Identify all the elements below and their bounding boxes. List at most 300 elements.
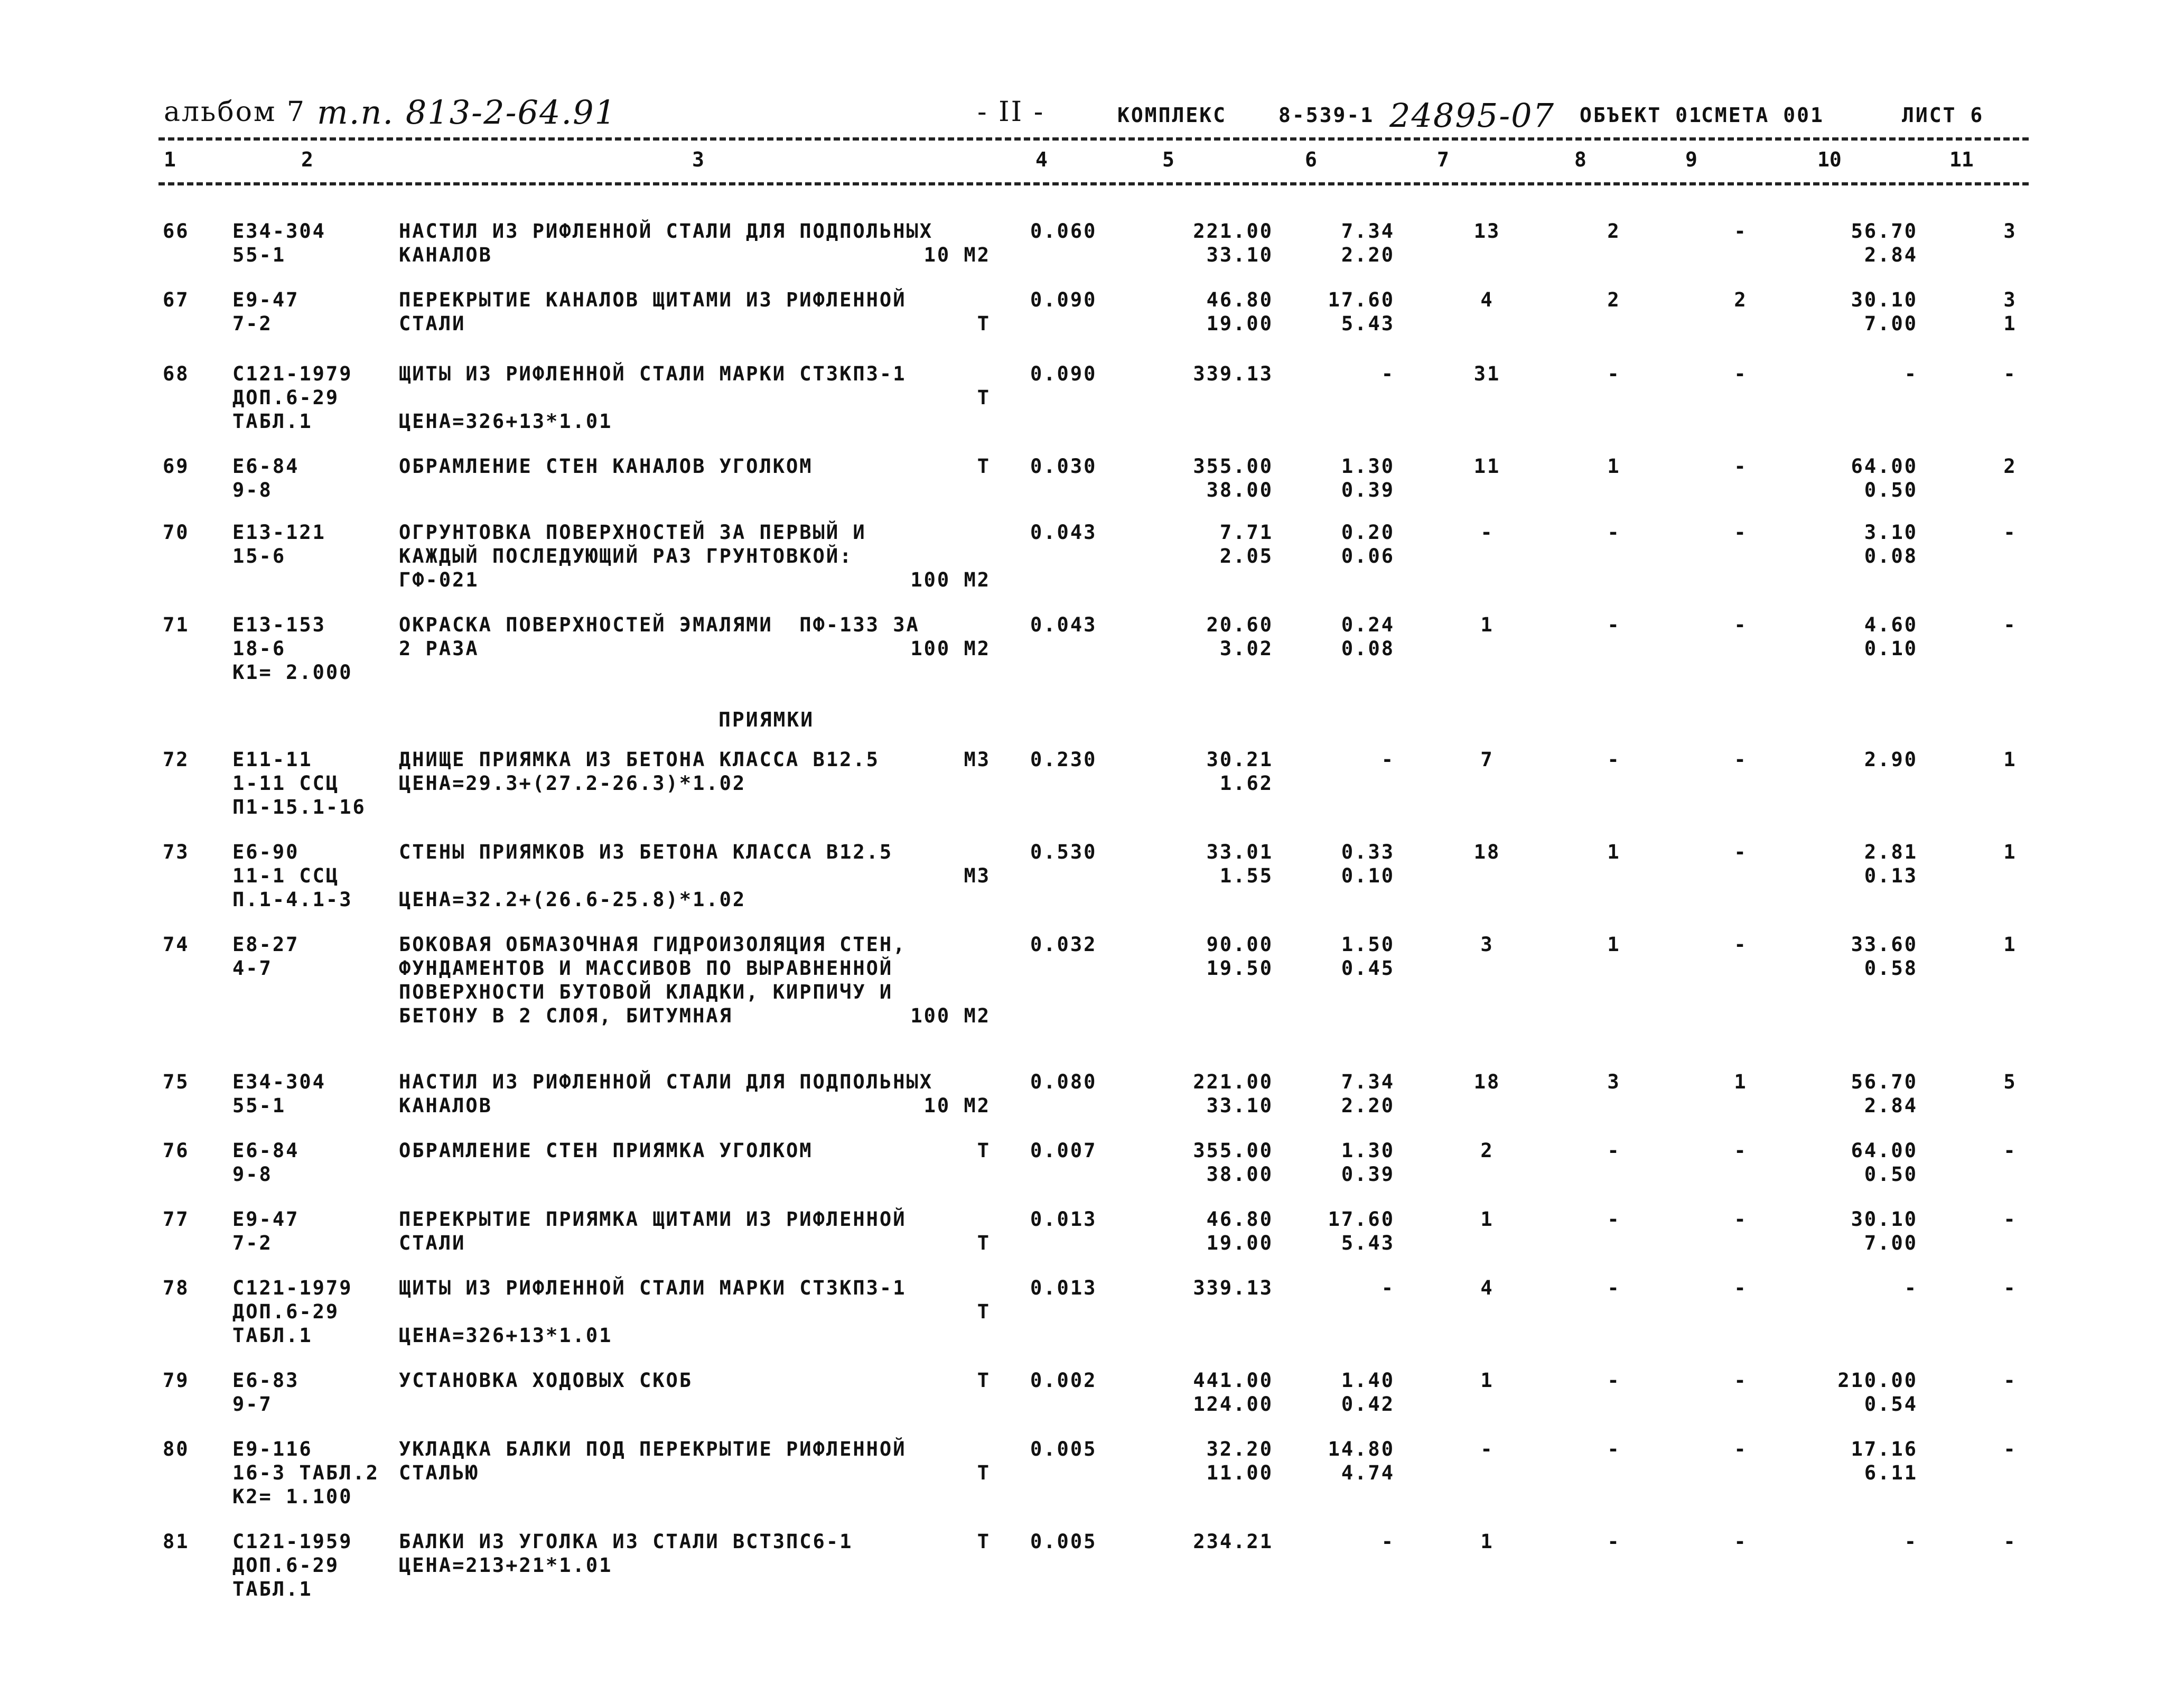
unit-of-measure: М3 <box>964 748 991 771</box>
labor-cost-line: 17.60 <box>1328 1208 1395 1231</box>
quantity: 0.013 <box>1030 1277 1097 1299</box>
labor-cost <box>1289 748 1395 771</box>
unit-of-measure: Т <box>977 1461 991 1484</box>
description-line <box>399 1300 991 1324</box>
row-number: 77 <box>163 1208 190 1231</box>
labor-cost-line: - <box>1381 1277 1395 1299</box>
col-11-value-line: - <box>2003 1139 2017 1162</box>
labor-cost-line: 1.40 <box>1341 1369 1395 1392</box>
unit-of-measure: Т <box>977 1232 991 1254</box>
col-11-value-line: - <box>2003 521 2017 544</box>
norm-code-line: 4-7 <box>232 957 273 980</box>
work-description <box>399 613 991 660</box>
column-number: 6 <box>1305 148 1317 171</box>
labor-hours-line: 0.50 <box>1864 479 1918 501</box>
labor-cost-line: 0.08 <box>1341 637 1395 660</box>
row-number: 78 <box>163 1277 190 1299</box>
work-description <box>399 1369 991 1392</box>
col-9-value: 2 <box>1734 288 1748 311</box>
norm-code <box>232 613 352 684</box>
labor-cost <box>1289 1139 1395 1186</box>
norm-code <box>232 454 299 502</box>
labor-hours-line: - <box>1904 1277 1918 1299</box>
norm-code-line: 7-2 <box>232 1232 273 1254</box>
row-number: 71 <box>163 613 190 636</box>
unit-cost-line: 221.00 <box>1193 1070 1273 1093</box>
unit-of-measure: 10 М2 <box>923 244 991 266</box>
row-number: 67 <box>163 288 190 311</box>
labor-hours-line: 4.60 <box>1864 613 1918 636</box>
norm-code-line: Е8-27 <box>232 933 300 956</box>
page-number: - II - <box>977 96 1045 128</box>
work-description <box>399 1070 991 1118</box>
col-11-value <box>1992 1369 2029 1392</box>
col-11-value-line: - <box>2003 1369 2017 1392</box>
unit-cost-line: 7.71 <box>1219 521 1273 544</box>
norm-code-line: Е6-84 <box>232 1139 300 1162</box>
column-number: 4 <box>1035 148 1048 171</box>
quantity: 0.007 <box>1030 1139 1097 1162</box>
col-11-value <box>1992 1276 2029 1300</box>
labor-cost-line: 0.20 <box>1341 521 1395 544</box>
unit-cost <box>1152 933 1273 980</box>
col-8-value: - <box>1607 1369 1621 1392</box>
labor-cost-line: 0.42 <box>1341 1393 1395 1416</box>
norm-code-line: Е11-11 <box>232 748 313 771</box>
quantity: 0.043 <box>1030 521 1097 544</box>
header-divider <box>158 137 2029 141</box>
labor-hours-line: 30.10 <box>1851 1208 1918 1231</box>
description-line: СТАЛИ Т <box>399 1232 991 1254</box>
unit-cost <box>1152 520 1273 568</box>
unit-cost-line: 355.00 <box>1193 455 1273 478</box>
description-line: ЩИТЫ ИЗ РИФЛЕННОЙ СТАЛИ МАРКИ СТ3КП3-1 <box>399 362 907 385</box>
col-11-value-line: 2 <box>2003 455 2017 478</box>
labor-hours <box>1791 613 1918 660</box>
norm-code-line: Е13-121 <box>232 521 326 544</box>
description-line: 2 РАЗА 100 М2 <box>399 637 991 660</box>
description-line: ЦЕНА=326+13*1.01 <box>399 1324 613 1347</box>
total-cost: 4 <box>1480 288 1494 311</box>
col-8-value: 1 <box>1607 933 1621 956</box>
labor-cost-line: 1.30 <box>1341 1139 1395 1162</box>
estimate-label: СМЕТА 001 <box>1701 104 1824 127</box>
sheet-header <box>158 93 2029 138</box>
row-number: 76 <box>163 1139 190 1162</box>
complex-label: КОМПЛЕКС <box>1117 104 1227 127</box>
row-number: 79 <box>163 1369 190 1392</box>
unit-cost <box>1152 1207 1273 1255</box>
description-line: ЩИТЫ ИЗ РИФЛЕННОЙ СТАЛИ МАРКИ СТ3КП3-1 <box>399 1277 907 1299</box>
unit-of-measure: 100 М2 <box>910 637 991 660</box>
col-8-value: 3 <box>1607 1070 1621 1093</box>
col-11-value <box>1992 933 2029 956</box>
unit-cost-line: 30.21 <box>1206 748 1273 771</box>
col-11-value-line: 1 <box>2003 841 2017 863</box>
col-11-value-line: 1 <box>2003 748 2017 771</box>
norm-code-line: ТАБЛ.1 <box>232 1324 313 1347</box>
labor-hours-line: - <box>1904 362 1918 385</box>
norm-code-line: 16-3 ТАБЛ.2 <box>232 1461 380 1484</box>
quantity: 0.530 <box>1030 841 1097 863</box>
col-11-value <box>1992 219 2029 243</box>
row-number: 70 <box>163 521 190 544</box>
labor-cost-line: 7.34 <box>1341 1070 1395 1093</box>
col-8-value: - <box>1607 1530 1621 1553</box>
unit-cost-line: 46.80 <box>1206 288 1273 311</box>
total-cost: - <box>1480 1438 1494 1460</box>
work-description <box>399 1276 991 1347</box>
labor-cost <box>1289 1276 1395 1300</box>
labor-hours <box>1791 520 1918 568</box>
unit-cost-line: 20.60 <box>1206 613 1273 636</box>
col-8-value: - <box>1607 748 1621 771</box>
col-11-value-line: - <box>2003 362 2017 385</box>
total-cost: 18 <box>1473 841 1501 863</box>
row-number: 73 <box>163 841 190 863</box>
quantity: 0.013 <box>1030 1208 1097 1231</box>
quantity: 0.005 <box>1030 1438 1097 1460</box>
col-8-value: - <box>1607 1438 1621 1460</box>
labor-cost-line: 2.20 <box>1341 244 1395 266</box>
labor-cost-line: 1.30 <box>1341 455 1395 478</box>
norm-code-line: П.1-4.1-3 <box>232 888 353 911</box>
col-9-value: - <box>1734 1369 1748 1392</box>
labor-cost-line: 14.80 <box>1328 1438 1395 1460</box>
unit-cost-line: 221.00 <box>1193 220 1273 243</box>
work-description <box>399 362 991 433</box>
quantity: 0.002 <box>1030 1369 1097 1392</box>
labor-cost <box>1289 454 1395 502</box>
labor-cost-line: - <box>1381 362 1395 385</box>
complex-code: 8-539-1 <box>1278 104 1375 127</box>
column-number: 8 <box>1574 148 1586 171</box>
col-11-value-line: 1 <box>2003 933 2017 956</box>
work-description <box>399 288 991 336</box>
norm-code-line: 55-1 <box>232 1094 286 1117</box>
labor-hours <box>1791 1070 1918 1118</box>
row-number: 66 <box>163 220 190 243</box>
labor-cost <box>1289 1437 1395 1485</box>
norm-code-line: ДОП.6-29 <box>232 1554 340 1577</box>
labor-hours <box>1791 933 1918 980</box>
unit-cost-line: 19.50 <box>1206 957 1273 980</box>
unit-cost <box>1152 219 1273 267</box>
unit-cost <box>1152 1530 1273 1553</box>
col-8-value: 2 <box>1607 288 1621 311</box>
description-line: УСТАНОВКА ХОДОВЫХ СКОБ Т <box>399 1369 991 1392</box>
column-number: 11 <box>1949 148 1974 171</box>
table-header-divider <box>158 182 2029 185</box>
unit-cost-line: 234.21 <box>1193 1530 1273 1553</box>
row-number: 80 <box>163 1438 190 1460</box>
norm-code-line: 7-2 <box>232 312 273 335</box>
norm-code-line: С121-1959 <box>232 1530 353 1553</box>
column-number: 7 <box>1437 148 1449 171</box>
norm-code <box>232 1207 299 1255</box>
labor-cost-line: - <box>1381 748 1395 771</box>
norm-code-line: 9-8 <box>232 1163 273 1186</box>
col-9-value: - <box>1734 841 1748 863</box>
unit-of-measure: Т <box>977 1139 991 1162</box>
column-number: 3 <box>692 148 704 171</box>
col-9-value: - <box>1734 933 1748 956</box>
col-11-value <box>1992 288 2029 336</box>
col-11-value <box>1992 1139 2029 1162</box>
norm-code <box>232 1276 352 1347</box>
col-11-value-line: - <box>2003 1438 2017 1460</box>
norm-code <box>232 288 299 336</box>
col-9-value: - <box>1734 613 1748 636</box>
norm-code-line: 15-6 <box>232 545 286 567</box>
norm-code-line: 11-1 ССЦ <box>232 864 340 887</box>
norm-code-line: Е13-153 <box>232 613 326 636</box>
description-line: БАЛКИ ИЗ УГОЛКА ИЗ СТАЛИ ВСТ3ПС6-1 Т <box>399 1530 991 1553</box>
labor-hours <box>1791 1369 1918 1416</box>
complex-handwritten-code: 24895-07 <box>1389 96 1555 135</box>
norm-code <box>232 1369 299 1416</box>
col-9-value: - <box>1734 1530 1748 1553</box>
work-description <box>399 219 991 267</box>
labor-hours-line: 2.90 <box>1864 748 1918 771</box>
labor-hours-line: 2.84 <box>1864 244 1918 266</box>
quantity: 0.230 <box>1030 748 1097 771</box>
description-line: ГФ-021 100 М2 <box>399 569 991 591</box>
total-cost: 3 <box>1480 933 1494 956</box>
labor-hours-line: 56.70 <box>1851 220 1918 243</box>
description-line: ЦЕНА=29.3+(27.2-26.3)*1.02 <box>399 772 746 795</box>
total-cost: 4 <box>1480 1277 1494 1299</box>
norm-code-line: 9-7 <box>232 1393 273 1416</box>
labor-cost <box>1289 1369 1395 1416</box>
work-description <box>399 933 991 1028</box>
labor-hours-line: 2.81 <box>1864 841 1918 863</box>
row-number: 69 <box>163 455 190 478</box>
col-9-value: 1 <box>1734 1070 1748 1093</box>
labor-hours <box>1791 362 1918 386</box>
unit-cost-line: 124.00 <box>1193 1393 1273 1416</box>
labor-cost <box>1289 1207 1395 1255</box>
labor-hours <box>1791 219 1918 267</box>
col-8-value: - <box>1607 1139 1621 1162</box>
unit-cost <box>1152 748 1273 795</box>
labor-hours-line: 0.50 <box>1864 1163 1918 1186</box>
labor-cost-line: 0.06 <box>1341 545 1395 567</box>
labor-hours-line: 0.10 <box>1864 637 1918 660</box>
labor-hours-line: 7.00 <box>1864 312 1918 335</box>
col-8-value: 1 <box>1607 455 1621 478</box>
labor-hours-line: 2.84 <box>1864 1094 1918 1117</box>
norm-code <box>232 1070 326 1118</box>
unit-cost-line: 33.01 <box>1206 841 1273 863</box>
col-8-value: - <box>1607 521 1621 544</box>
labor-hours-line: 0.08 <box>1864 545 1918 567</box>
labor-cost-line: 0.45 <box>1341 957 1395 980</box>
quantity: 0.090 <box>1030 362 1097 385</box>
unit-cost-line: 46.80 <box>1206 1208 1273 1231</box>
unit-cost <box>1152 454 1273 502</box>
labor-hours-line: 210.00 <box>1837 1369 1918 1392</box>
labor-cost-line: 0.10 <box>1341 864 1395 887</box>
unit-of-measure: 100 М2 <box>910 569 991 591</box>
col-11-value <box>1992 1207 2029 1231</box>
labor-cost-line: 0.39 <box>1341 1163 1395 1186</box>
total-cost: 18 <box>1473 1070 1501 1093</box>
object-label: ОБЪЕКТ 01 <box>1580 104 1703 127</box>
unit-cost-line: 3.02 <box>1219 637 1273 660</box>
column-number: 5 <box>1162 148 1174 171</box>
norm-code <box>232 219 326 267</box>
quantity: 0.030 <box>1030 455 1097 478</box>
work-description <box>399 1207 991 1255</box>
col-9-value: - <box>1734 220 1748 243</box>
norm-code-line: 9-8 <box>232 479 273 501</box>
labor-hours <box>1791 288 1918 336</box>
quantity: 0.090 <box>1030 288 1097 311</box>
col-11-value <box>1992 520 2029 544</box>
quantity: 0.005 <box>1030 1530 1097 1553</box>
unit-of-measure: 10 М2 <box>923 1094 991 1117</box>
unit-cost-line: 339.13 <box>1193 362 1273 385</box>
quantity: 0.060 <box>1030 220 1097 243</box>
total-cost: 13 <box>1473 220 1501 243</box>
norm-code-line: К2= 1.100 <box>232 1485 353 1508</box>
col-11-value-line: 1 <box>2003 312 2017 335</box>
work-description <box>399 840 991 911</box>
col-8-value: 2 <box>1607 220 1621 243</box>
description-line: ДНИЩЕ ПРИЯМКА ИЗ БЕТОНА КЛАССА В12.5 М3 <box>399 748 991 771</box>
labor-cost <box>1289 933 1395 980</box>
col-11-value <box>1992 1437 2029 1461</box>
norm-code-line: 18-6 <box>232 637 286 660</box>
col-9-value: - <box>1734 455 1748 478</box>
description-line: ЦЕНА=326+13*1.01 <box>399 410 613 433</box>
unit-cost <box>1152 1369 1273 1416</box>
norm-code-line: 55-1 <box>232 244 286 266</box>
col-11-value-line: 3 <box>2003 288 2017 311</box>
labor-cost <box>1289 288 1395 336</box>
labor-cost-line: 7.34 <box>1341 220 1395 243</box>
labor-cost-line: 17.60 <box>1328 288 1395 311</box>
row-number: 68 <box>163 362 190 385</box>
col-9-value: - <box>1734 1277 1748 1299</box>
total-cost: 1 <box>1480 1530 1494 1553</box>
work-description <box>399 520 991 592</box>
quantity: 0.080 <box>1030 1070 1097 1093</box>
total-cost: 1 <box>1480 613 1494 636</box>
row-number: 75 <box>163 1070 190 1093</box>
norm-code-line: Е9-47 <box>232 1208 300 1231</box>
norm-code-line: С121-1979 <box>232 362 353 385</box>
col-11-value-line: - <box>2003 1277 2017 1299</box>
description-line: ПЕРЕКРЫТИЕ ПРИЯМКА ЩИТАМИ ИЗ РИФЛЕННОЙ <box>399 1208 907 1231</box>
col-9-value: - <box>1734 1438 1748 1460</box>
work-description <box>399 1139 991 1162</box>
norm-code-line: ТАБЛ.1 <box>232 1578 313 1600</box>
description-line: СТАЛЬЮ Т <box>399 1461 991 1484</box>
col-11-value-line: 3 <box>2003 220 2017 243</box>
labor-hours-line: - <box>1904 1530 1918 1553</box>
col-11-value-line: - <box>2003 613 2017 636</box>
description-line <box>399 864 991 888</box>
project-number: т.п. 813-2-64.91 <box>317 93 617 132</box>
labor-hours <box>1791 454 1918 502</box>
labor-hours-line: 0.58 <box>1864 957 1918 980</box>
work-description <box>399 748 991 795</box>
quantity: 0.032 <box>1030 933 1097 956</box>
unit-cost <box>1152 362 1273 386</box>
norm-code-line: Е6-84 <box>232 455 300 478</box>
unit-of-measure: Т <box>977 386 991 409</box>
column-number: 1 <box>164 148 176 171</box>
description-line: ФУНДАМЕНТОВ И МАССИВОВ ПО ВЫРАВНЕННОЙ <box>399 957 893 980</box>
labor-cost <box>1289 1070 1395 1118</box>
total-cost: 1 <box>1480 1369 1494 1392</box>
norm-code <box>232 520 326 568</box>
norm-code <box>232 1530 352 1601</box>
description-line: НАСТИЛ ИЗ РИФЛЕННОЙ СТАЛИ ДЛЯ ПОДПОЛЬНЫХ <box>399 220 934 243</box>
labor-cost-line: 0.24 <box>1341 613 1395 636</box>
labor-hours-line: 33.60 <box>1851 933 1918 956</box>
unit-cost-line: 33.10 <box>1206 1094 1273 1117</box>
labor-cost-line: - <box>1381 1530 1395 1553</box>
unit-cost-line: 33.10 <box>1206 244 1273 266</box>
col-9-value: - <box>1734 362 1748 385</box>
labor-cost <box>1289 520 1395 568</box>
description-line: ОГРУНТОВКА ПОВЕРХНОСТЕЙ ЗА ПЕРВЫЙ И <box>399 521 866 544</box>
labor-hours <box>1791 748 1918 771</box>
unit-cost-line: 19.00 <box>1206 312 1273 335</box>
description-line: ОБРАМЛЕНИЕ СТЕН КАНАЛОВ УГОЛКОМ Т <box>399 455 991 478</box>
norm-code <box>232 1437 379 1509</box>
description-line: ОКРАСКА ПОВЕРХНОСТЕЙ ЭМАЛЯМИ ПФ-133 ЗА <box>399 613 920 636</box>
labor-cost-line: 5.43 <box>1341 312 1395 335</box>
unit-of-measure: Т <box>977 312 991 335</box>
labor-hours-line: 64.00 <box>1851 455 1918 478</box>
norm-code-line: ДОП.6-29 <box>232 386 340 409</box>
work-description <box>399 454 991 478</box>
work-description <box>399 1437 991 1485</box>
column-number: 9 <box>1685 148 1697 171</box>
unit-of-measure: Т <box>977 455 991 478</box>
labor-hours-line: 56.70 <box>1851 1070 1918 1093</box>
norm-code-line: Е6-90 <box>232 841 300 863</box>
col-11-value <box>1992 840 2029 864</box>
norm-code <box>232 748 366 819</box>
col-8-value: 1 <box>1607 841 1621 863</box>
norm-code-line: ТАБЛ.1 <box>232 410 313 433</box>
description-line: КАНАЛОВ 10 М2 <box>399 244 991 266</box>
row-number: 74 <box>163 933 190 956</box>
total-cost: 2 <box>1480 1139 1494 1162</box>
col-11-value-line: - <box>2003 1530 2017 1553</box>
labor-cost-line: 5.43 <box>1341 1232 1395 1254</box>
col-8-value: - <box>1607 1208 1621 1231</box>
labor-hours <box>1791 1139 1918 1186</box>
unit-cost-line: 355.00 <box>1193 1139 1273 1162</box>
labor-hours <box>1791 1207 1918 1255</box>
labor-hours-line: 0.54 <box>1864 1393 1918 1416</box>
quantity: 0.043 <box>1030 613 1097 636</box>
unit-of-measure: М3 <box>964 864 991 887</box>
unit-cost-line: 1.62 <box>1219 772 1273 795</box>
labor-cost <box>1289 613 1395 660</box>
labor-cost-line: 0.39 <box>1341 479 1395 501</box>
norm-code-line: Е6-83 <box>232 1369 300 1392</box>
labor-hours <box>1791 1530 1918 1553</box>
description-line <box>399 386 991 409</box>
col-11-value <box>1992 748 2029 771</box>
